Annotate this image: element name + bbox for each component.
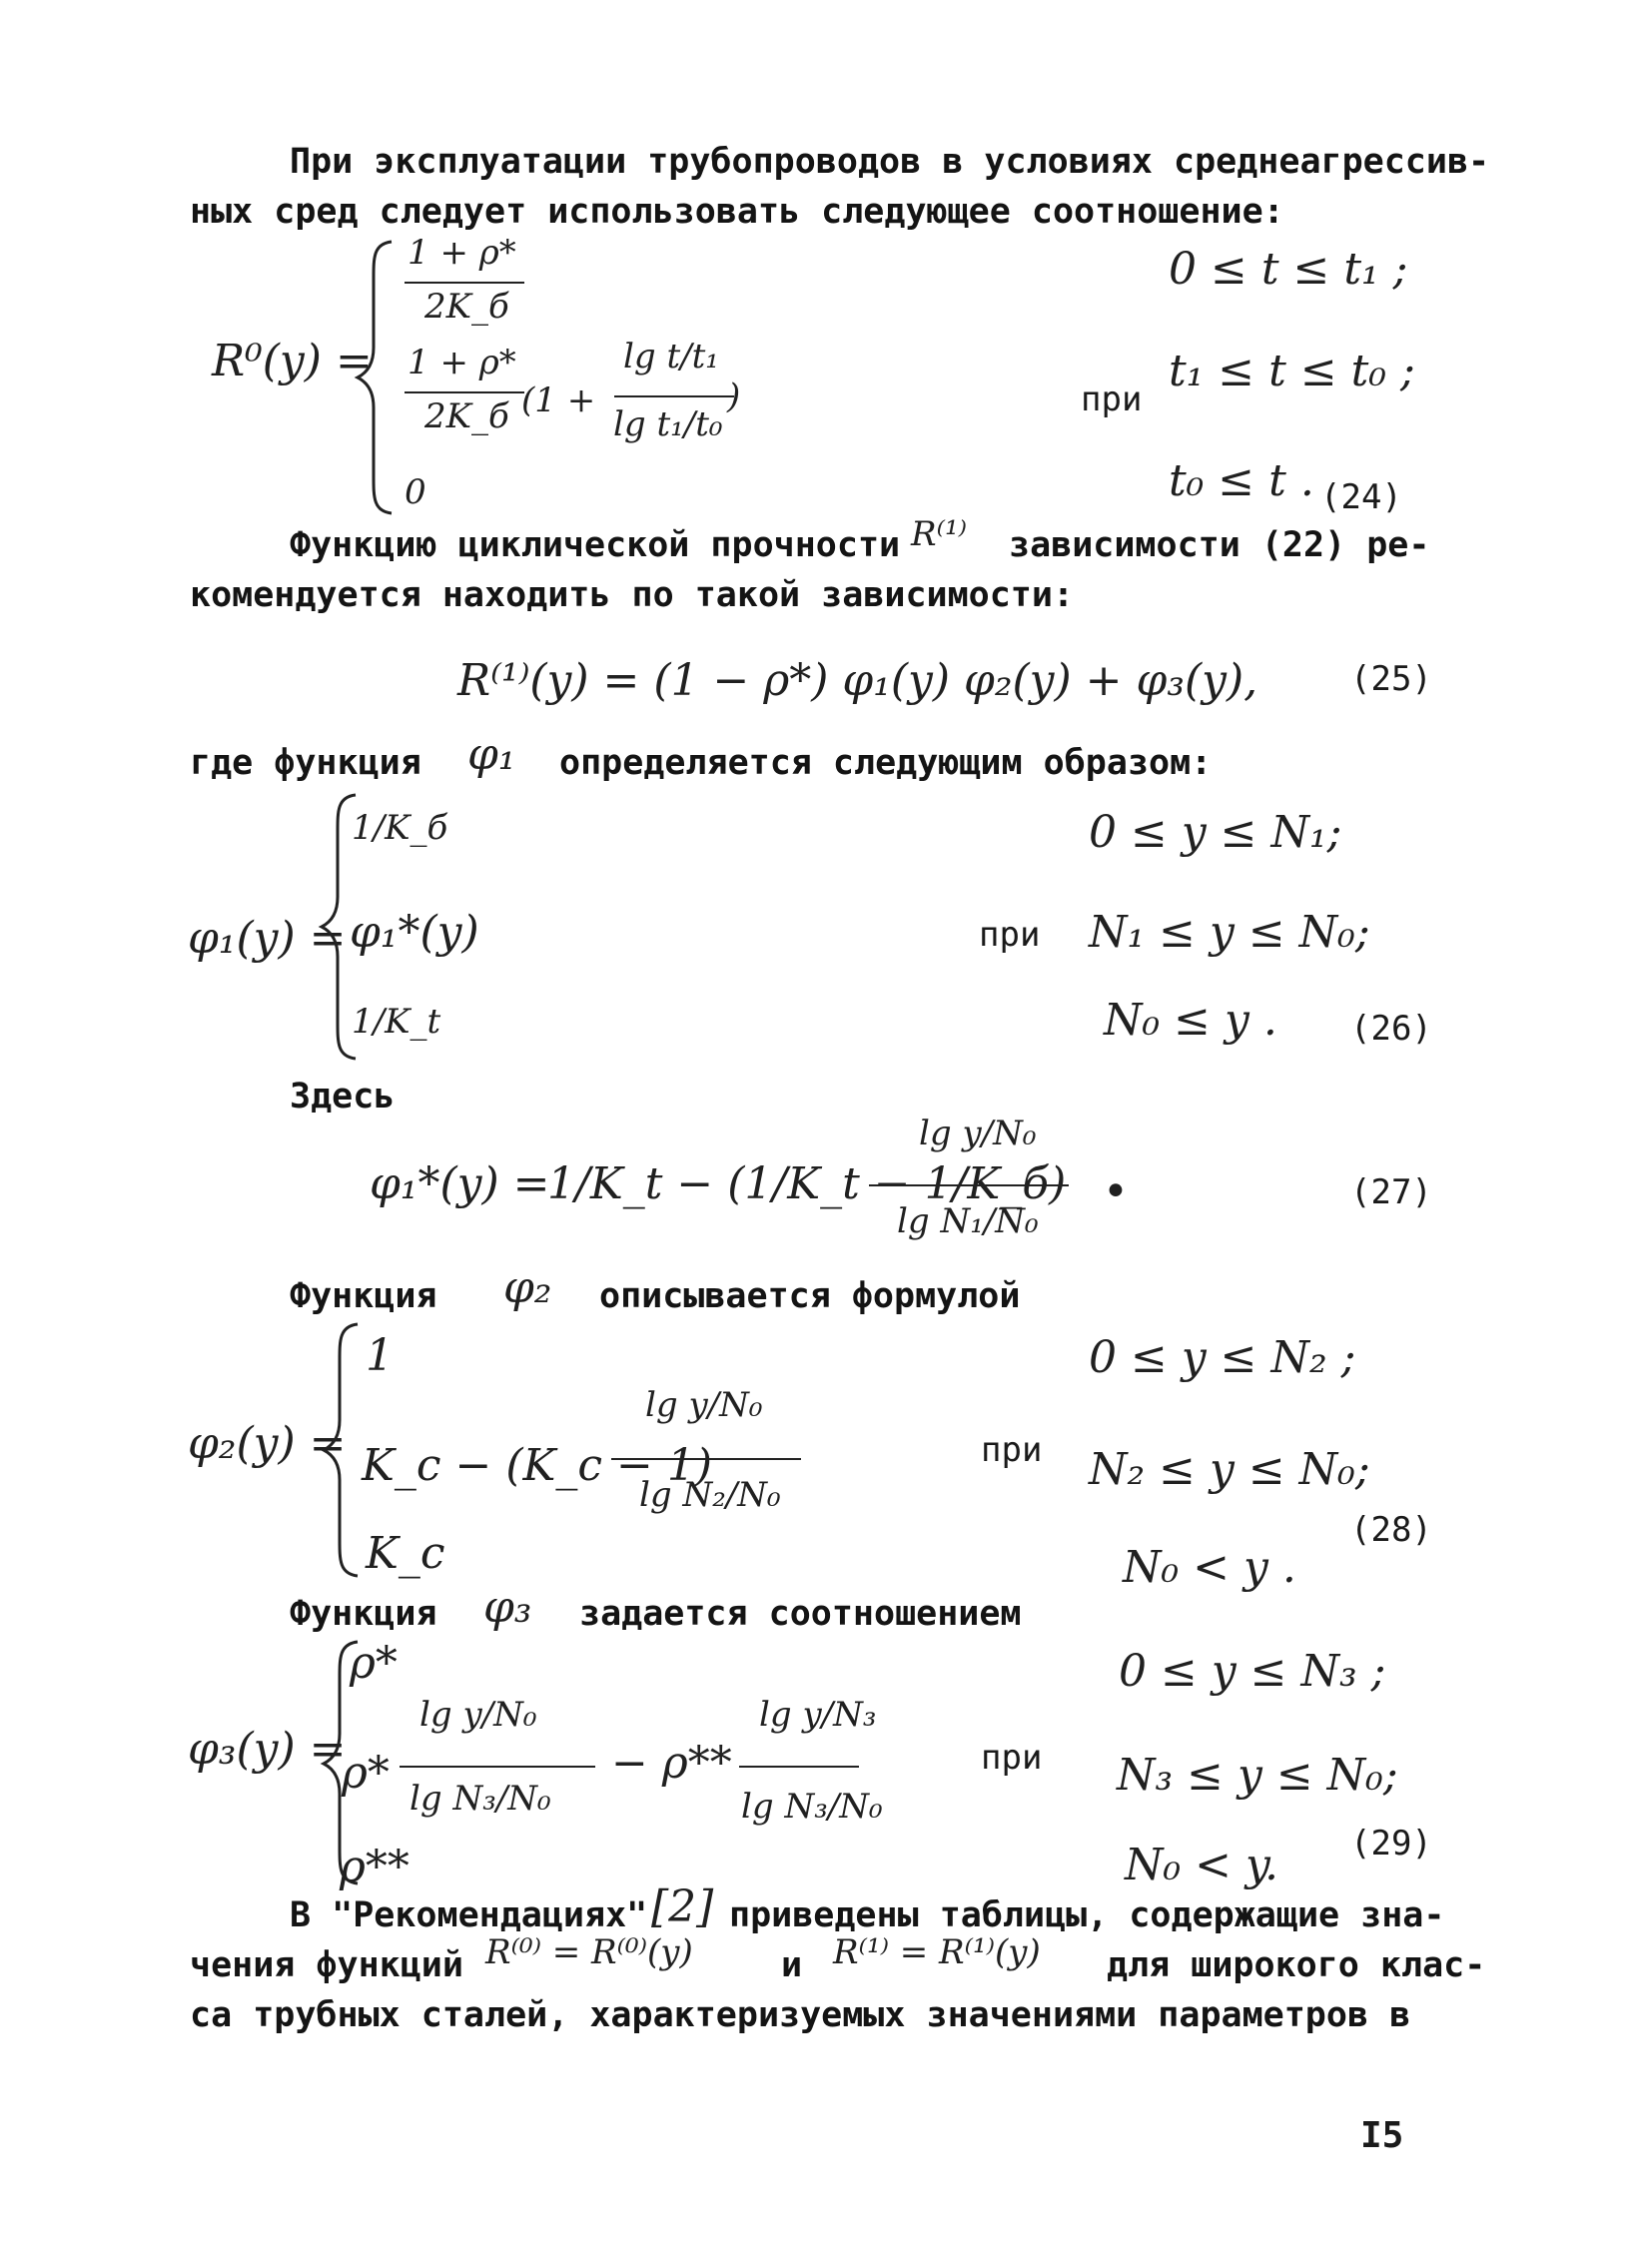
eq29-cond3: N₀ < y.	[1125, 1840, 1278, 1890]
condition-word: при	[981, 1738, 1043, 1778]
eq29-minus: − ρ**	[611, 1738, 732, 1789]
eq26-row2: φ₁*(y)	[350, 907, 479, 958]
eq28-cond3: N₀ < y .	[1123, 1542, 1296, 1593]
paragraph-line: комендуется находить по такой зависимости:	[190, 575, 1075, 615]
paragraph-line: приведены таблицы, содержащие зна-	[729, 1895, 1445, 1935]
eq28-lhs: φ₂(y) =	[188, 1418, 347, 1469]
eq24-lg-den: lg t₁/t₀	[613, 404, 723, 444]
eq24-cond3: t₀ ≤ t .	[1169, 455, 1314, 506]
eq27-num: lg y/N₀	[919, 1114, 1037, 1153]
eq24-lg-num: lg t/t₁	[623, 337, 719, 376]
paragraph-line: В "Рекомендациях"	[290, 1895, 648, 1935]
paragraph-line: задается соотношением	[579, 1594, 1022, 1634]
equation-25: R⁽¹⁾(y) = (1 − ρ*) φ₁(y) φ₂(y) + φ₃(y),	[457, 655, 1258, 706]
eq27-den: lg N₁/N₀	[897, 1201, 1039, 1241]
phi2-inline: φ₂	[503, 1262, 552, 1313]
equation-number: (25)	[1350, 659, 1432, 699]
eq29-num2: lg y/N₃	[759, 1695, 877, 1735]
paragraph-line: и	[781, 1945, 803, 1985]
paragraph-line: Функцию циклической прочности	[290, 525, 901, 565]
eq29-num1: lg y/N₀	[419, 1695, 537, 1735]
eq28-row1: 1	[366, 1330, 394, 1381]
eq29-lhs: φ₃(y) =	[188, 1724, 347, 1775]
eq28-num: lg y/N₀	[645, 1385, 763, 1425]
equation-number: (26)	[1350, 1009, 1432, 1049]
phi3-inline: φ₃	[483, 1582, 532, 1633]
eq24-close: )	[727, 376, 741, 416]
paragraph-line: описывается формулой	[599, 1276, 1021, 1316]
paragraph-line: Функция	[290, 1276, 437, 1316]
eq29-cond2: N₃ ≤ y ≤ N₀;	[1117, 1750, 1398, 1801]
eq28-row3: K_c	[366, 1528, 445, 1579]
eq24-row1-num: 1 + ρ*	[408, 233, 516, 273]
fraction-bar	[611, 1458, 801, 1460]
eq24-cond2: t₁ ≤ t ≤ t₀ ;	[1169, 346, 1415, 396]
eq24-row2-num: 1 + ρ*	[408, 343, 516, 382]
equation-number: (27)	[1350, 1172, 1432, 1212]
left-brace	[352, 238, 402, 517]
R1-inline: R⁽¹⁾	[911, 514, 967, 554]
condition-word: при	[979, 915, 1041, 955]
paragraph-line: При эксплуатации трубопроводов в условиях среднеагрессив-	[290, 142, 1490, 182]
eq29-cond1: 0 ≤ y ≤ N₃ ;	[1119, 1646, 1386, 1697]
paragraph-line: зависимости (22) ре-	[1009, 525, 1430, 565]
fraction-bar	[739, 1766, 859, 1768]
condition-word: при	[1081, 379, 1143, 419]
eq24-row3: 0	[405, 472, 426, 512]
eq26-lhs: φ₁(y) =	[188, 913, 347, 964]
eq28-cond2: N₂ ≤ y ≤ N₀;	[1089, 1444, 1370, 1495]
eq28-row2: K_c − (K_c − 1)	[362, 1440, 713, 1491]
fraction-bar	[405, 282, 524, 284]
page-number: I5	[1360, 2115, 1404, 2156]
paragraph-line: ных сред следует использовать следующее соотношение:	[190, 192, 1284, 232]
eq28-cond1: 0 ≤ y ≤ N₂ ;	[1089, 1332, 1356, 1383]
fraction-bar	[614, 395, 734, 397]
eq27-body: 1/K_t − (1/K_t − 1/K_б)	[547, 1158, 1067, 1209]
fraction-bar	[405, 391, 524, 393]
fraction-bar	[400, 1766, 595, 1768]
eq24-row2-mid: (1 +	[521, 380, 596, 420]
eq26-row3: 1/K_t	[352, 1002, 441, 1042]
paragraph-line: Функция	[290, 1594, 437, 1634]
paragraph-line: определяется следующим образом:	[559, 743, 1213, 783]
eq29-den1: lg N₃/N₀	[410, 1779, 551, 1819]
paragraph-line: Здесь	[290, 1077, 396, 1117]
eq29-den2: lg N₃/N₀	[741, 1787, 883, 1827]
phi1-inline: φ₁	[467, 729, 516, 780]
equation-number: (28)	[1350, 1510, 1432, 1550]
paragraph-line: чения функций	[190, 1945, 463, 1985]
paragraph-line: для широкого клас-	[1107, 1945, 1486, 1985]
condition-word: при	[981, 1430, 1043, 1470]
eq24-lhs: R⁰(y) =	[212, 336, 373, 386]
equation-number: (29)	[1350, 1824, 1432, 1864]
left-brace	[318, 1320, 368, 1580]
eq29-row1: ρ*	[350, 1638, 398, 1689]
eq29-row3: ρ**	[340, 1842, 410, 1892]
eq26-row1: 1/K_б	[352, 808, 448, 848]
eq26-cond3: N₀ ≤ y .	[1104, 995, 1277, 1046]
eq24-cond1: 0 ≤ t ≤ t₁ ;	[1169, 244, 1408, 295]
eq26-cond2: N₁ ≤ y ≤ N₀;	[1089, 907, 1370, 958]
eq26-cond1: 0 ≤ y ≤ N₁;	[1089, 807, 1342, 858]
eq24-row2-den: 2K_б	[424, 396, 509, 436]
fraction-bar	[869, 1184, 1069, 1186]
R1-inline-2: R⁽¹⁾ = R⁽¹⁾(y)	[833, 1932, 1041, 1972]
eq27-lhs: φ₁*(y) =	[370, 1158, 550, 1209]
R0-inline: R⁽⁰⁾ = R⁽⁰⁾(y)	[485, 1932, 693, 1972]
paragraph-line: са трубных сталей, характеризуемых значениями параметров в	[190, 1995, 1411, 2035]
paragraph-line: где функция	[190, 743, 421, 783]
eq29-row2a: ρ*	[342, 1748, 390, 1799]
eq28-den: lg N₂/N₀	[639, 1475, 781, 1515]
equation-number: (24)	[1320, 477, 1402, 517]
reference: [2]	[651, 1881, 714, 1932]
eq24-row1-den: 2K_б	[424, 287, 509, 327]
eq27-end: •	[1103, 1166, 1129, 1217]
